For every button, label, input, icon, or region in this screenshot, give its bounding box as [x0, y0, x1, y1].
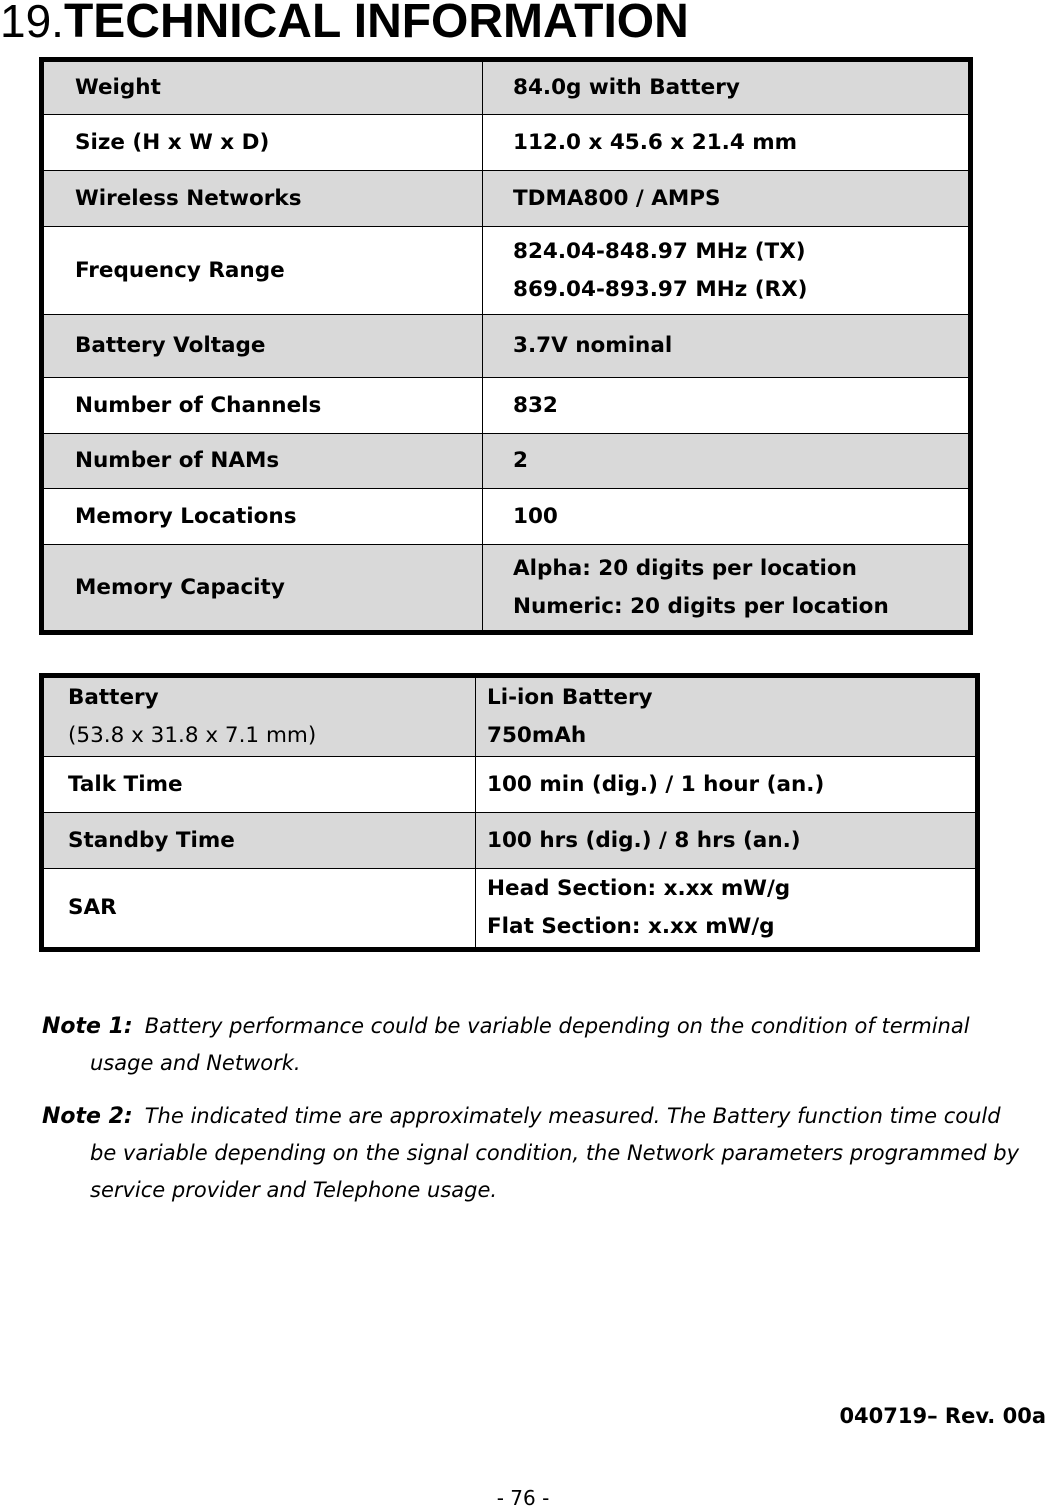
value-line: Flat Section: x.xx mW/g: [487, 914, 775, 939]
value-line: 100 min (dig.) / 1 hour (an.): [487, 771, 825, 797]
value-line: 112.0 x 45.6 x 21.4 mm: [513, 129, 798, 155]
value-line: Head Section: x.xx mW/g: [487, 876, 791, 901]
note-label: Note 1:: [42, 1014, 133, 1039]
value-line: 100 hrs (dig.) / 8 hrs (an.): [487, 827, 801, 853]
table-row: [42, 434, 971, 489]
spec-label: Talk Time: [42, 757, 476, 813]
battery-table: [39, 673, 980, 952]
table-row: [42, 869, 978, 950]
notes: [42, 1008, 1032, 1225]
table-row: [42, 813, 978, 869]
table-row: [42, 60, 971, 115]
spec-value: [483, 227, 971, 315]
table-row: [42, 227, 971, 315]
spec-label: Number of Channels: [42, 378, 483, 434]
spec-label: Memory Locations: [42, 489, 483, 545]
section-title: TECHNICAL INFORMATION: [63, 0, 689, 48]
page-title: [0, 0, 689, 49]
table-row: [42, 171, 971, 227]
page-number: - 76 -: [496, 1486, 550, 1510]
spec-value: [476, 813, 978, 869]
spec-label: Standby Time: [42, 813, 476, 869]
spec-label: Battery Voltage: [42, 315, 483, 378]
spec-value: [476, 757, 978, 813]
note-text: The indicated time are approximately measured. The Battery function time could be variable depending on the signal condition, the Network parameters programmed by service provider and Telephone usage.: [90, 1104, 1020, 1202]
spec-label: Number of NAMs: [42, 434, 483, 489]
spec-value: [483, 171, 971, 227]
table-row: [42, 489, 971, 545]
spec-label: [42, 676, 476, 757]
spec-label: SAR: [42, 869, 476, 950]
revision-label: 040719– Rev. 00a: [839, 1404, 1046, 1428]
section-number: 19.: [0, 0, 64, 47]
spec-label: Size (H x W x D): [42, 115, 483, 171]
value-line: TDMA800 / AMPS: [513, 185, 721, 211]
spec-value: [483, 315, 971, 378]
table-row: [42, 676, 978, 757]
table-row: [42, 115, 971, 171]
spec-label: Wireless Networks: [42, 171, 483, 227]
table-row: [42, 378, 971, 434]
value-line: 750mAh: [487, 723, 587, 748]
spec-value: [483, 115, 971, 171]
spec-label: Frequency Range: [42, 227, 483, 315]
spec-label: Memory Capacity: [42, 545, 483, 633]
table-row: [42, 757, 978, 813]
spec-value: [476, 869, 978, 950]
battery-label: Battery: [68, 685, 159, 710]
spec-value: [483, 545, 971, 633]
value-line: Li-ion Battery: [487, 685, 653, 710]
value-line: Numeric: 20 digits per location: [513, 593, 889, 619]
spec-label: Weight: [42, 60, 483, 115]
note-1: [42, 1008, 1032, 1082]
spec-value: [483, 378, 971, 434]
value-line: 824.04-848.97 MHz (TX): [513, 238, 806, 264]
spec-value: [483, 434, 971, 489]
spec-value: [476, 676, 978, 757]
battery-dimensions: (53.8 x 31.8 x 7.1 mm): [68, 723, 317, 748]
spec-value: [483, 489, 971, 545]
value-line: 3.7V nominal: [513, 333, 673, 358]
spec-value: [483, 60, 971, 115]
table-row: [42, 545, 971, 633]
value-line: Alpha: 20 digits per location: [513, 555, 857, 581]
note-label: Note 2:: [42, 1104, 133, 1129]
spec-table: [39, 57, 973, 635]
value-line: 869.04-893.97 MHz (RX): [513, 276, 808, 302]
value-line: 2: [513, 448, 528, 473]
table-row: [42, 315, 971, 378]
note-2: [42, 1098, 1032, 1209]
value-line: 100: [513, 503, 558, 529]
value-line: 832: [513, 392, 558, 418]
note-text: Battery performance could be variable depending on the condition of terminal usage and Network.: [90, 1014, 970, 1075]
value-line: 84.0g with Battery: [513, 75, 740, 100]
